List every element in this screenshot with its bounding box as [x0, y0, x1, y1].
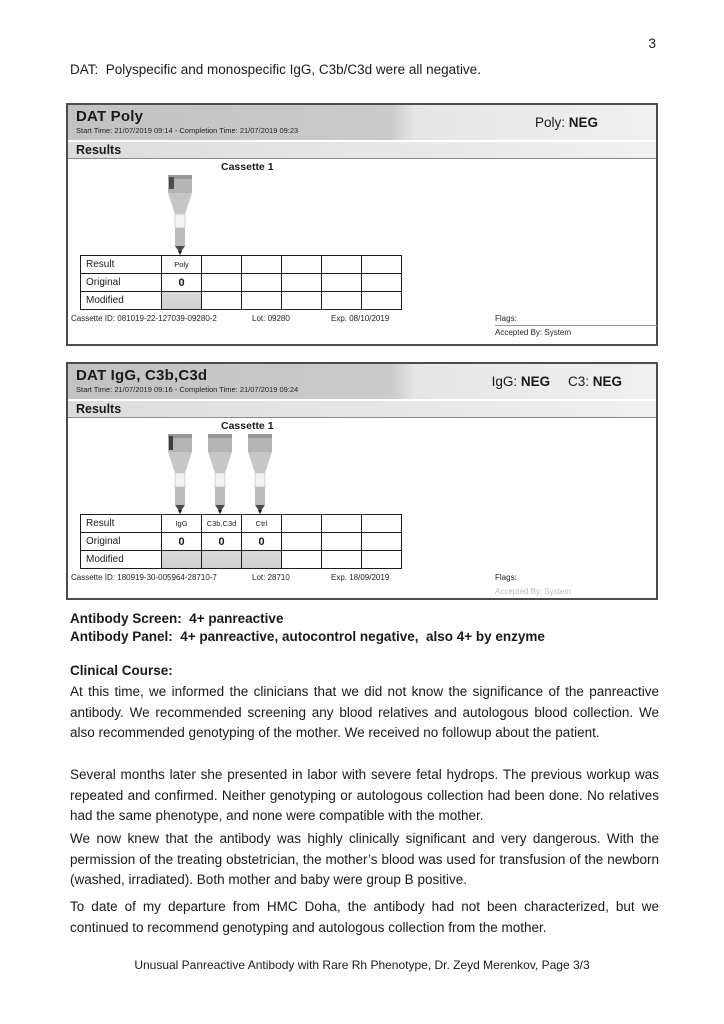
results-table: [80, 255, 402, 310]
table-row: [81, 292, 402, 310]
dat-igg-header: [68, 364, 656, 401]
results-table: [80, 514, 402, 569]
cell-empty: [322, 551, 362, 569]
cell-empty: [202, 292, 242, 310]
gel-tube-image: [207, 434, 233, 514]
cell-empty: [362, 256, 402, 274]
table-row: [81, 515, 402, 533]
cell-empty: [322, 515, 362, 533]
cell-result-igg: IgG: [162, 515, 202, 533]
lot-number: Lot: 28710: [252, 573, 290, 582]
page-number: 3: [648, 36, 656, 51]
expiry-date: Exp. 18/09/2019: [331, 573, 390, 582]
cell-original-ctrl: 0: [242, 533, 282, 551]
cell-empty: [282, 292, 322, 310]
result-label: C3:: [567, 374, 589, 389]
cell-original-c3bc3d: 0: [202, 533, 242, 551]
result-value: NEG: [568, 115, 598, 130]
row-label-result: Result: [81, 515, 162, 533]
cassette-tube-row: [167, 433, 656, 514]
cell-original-poly: 0: [162, 274, 202, 292]
panel-footer-meta: [68, 573, 656, 601]
cell-empty: [322, 274, 362, 292]
antibody-panel-line: Antibody Panel: 4+ panreactive, autocontrol negative, also 4+ by enzyme: [70, 629, 545, 644]
cell-empty: [242, 292, 282, 310]
cell-empty: [282, 533, 322, 551]
dat-poly-panel: [66, 103, 658, 346]
gel-tube-image: [167, 434, 193, 514]
row-label-modified: Modified: [81, 551, 162, 569]
panel-times: Start Time: 21/07/2019 09:16 - Completion Time: 21/07/2019 09:24: [76, 385, 299, 394]
results-heading: Results: [68, 401, 656, 418]
document-footer: Unusual Panreactive Antibody with Rare Rh Phenotype, Dr. Zeyd Merenkov, Page 3/3: [134, 958, 590, 972]
expiry-date: Exp. 08/10/2019: [331, 314, 390, 323]
cassette-id: Cassette ID: 081019-22-127039-09280-2: [71, 314, 217, 323]
result-value: NEG: [592, 374, 622, 389]
row-label-result: Result: [81, 256, 162, 274]
cell-empty: [282, 515, 322, 533]
table-row: [81, 551, 402, 569]
cell-empty: [362, 515, 402, 533]
table-row: [81, 274, 402, 292]
cell-empty: [242, 256, 282, 274]
table-row: [81, 256, 402, 274]
cell-result-ctrl: Ctrl: [242, 515, 282, 533]
cassette-id: Cassette ID: 180919-30-005964-28710-7: [71, 573, 217, 582]
cassette-label: Cassette 1: [221, 161, 274, 173]
flags-label: Flags:: [495, 573, 517, 582]
cell-empty: [322, 533, 362, 551]
dat-igg-c3-panel: [66, 362, 658, 600]
panel-title: DAT Poly: [76, 108, 144, 125]
gel-tube-image: [247, 434, 273, 514]
cell-empty: [362, 533, 402, 551]
cell-empty: [282, 274, 322, 292]
result-label: Poly:: [534, 115, 565, 130]
lot-number: Lot: 09280: [252, 314, 290, 323]
accepted-by: Accepted By: System: [495, 587, 572, 596]
gel-tube-image: [167, 175, 193, 255]
cell-modified-shaded: [202, 551, 242, 569]
clinical-paragraph: To date of my departure from HMC Doha, the antibody had not been characterized, but we continued to recommend genotyping and autologous collection from the mother.: [70, 899, 659, 935]
cell-empty: [322, 256, 362, 274]
cassette-label: Cassette 1: [221, 420, 274, 432]
result-label: IgG:: [491, 374, 518, 389]
cell-modified-shaded: [162, 551, 202, 569]
cell-empty: [362, 551, 402, 569]
divider: [495, 325, 657, 326]
poly-result-summary: [535, 115, 598, 130]
antibody-screen-line: Antibody Screen: 4+ panreactive: [70, 611, 284, 626]
clinical-course-heading: Clinical Course:: [70, 663, 173, 678]
panel-times: Start Time: 21/07/2019 09:14 - Completion Time: 21/07/2019 09:23: [76, 126, 299, 135]
cell-empty: [282, 551, 322, 569]
cell-modified-shaded: [162, 292, 202, 310]
row-label-original: Original: [81, 533, 162, 551]
cell-empty: [242, 274, 282, 292]
igg-c3-result-summary: [492, 374, 622, 389]
result-value: NEG: [520, 374, 551, 389]
cell-empty: [362, 292, 402, 310]
clinical-paragraph: At this time, we informed the clinicians that we did not know the significance of the panreactive antibody. We recommended screening any blood relatives and autologous blood collection. We also recommended genotyping of the mother. We received no followup about the patient.: [70, 684, 659, 740]
flags-label: Flags:: [495, 314, 517, 323]
dat-poly-header: [68, 105, 656, 142]
panel-title: DAT IgG, C3b,C3d: [76, 367, 208, 384]
cell-empty: [282, 256, 322, 274]
panel-footer-meta: [68, 314, 656, 342]
cell-result-poly: Poly: [162, 256, 202, 274]
row-label-original: Original: [81, 274, 162, 292]
cell-modified-shaded: [242, 551, 282, 569]
accepted-by: Accepted By: System: [495, 328, 572, 337]
cassette-tube-row: [167, 174, 656, 255]
cell-result-c3bc3d: C3b,C3d: [202, 515, 242, 533]
cell-empty: [202, 274, 242, 292]
cell-empty: [362, 274, 402, 292]
cell-empty: [202, 256, 242, 274]
clinical-paragraph: We now knew that the antibody was highly clinically significant and very dangerous. With the permission of the treating obstetrician, the mother’s blood was used for transfusion of the newborn (washed, irradiated). Both mother and baby were group B positive.: [70, 831, 659, 887]
cell-empty: [322, 292, 362, 310]
table-row: [81, 533, 402, 551]
cell-original-igg: 0: [162, 533, 202, 551]
row-label-modified: Modified: [81, 292, 162, 310]
dat-summary-line: DAT: Polyspecific and monospecific IgG, C3b/C3d were all negative.: [70, 62, 481, 77]
results-heading: Results: [68, 142, 656, 159]
clinical-paragraph: Several months later she presented in labor with severe fetal hydrops. The previous workup was repeated and confirmed. Neither genotyping or autologous collection had been done. No relatives had the same phenotype, and none were compatible with the mother.: [70, 767, 659, 823]
